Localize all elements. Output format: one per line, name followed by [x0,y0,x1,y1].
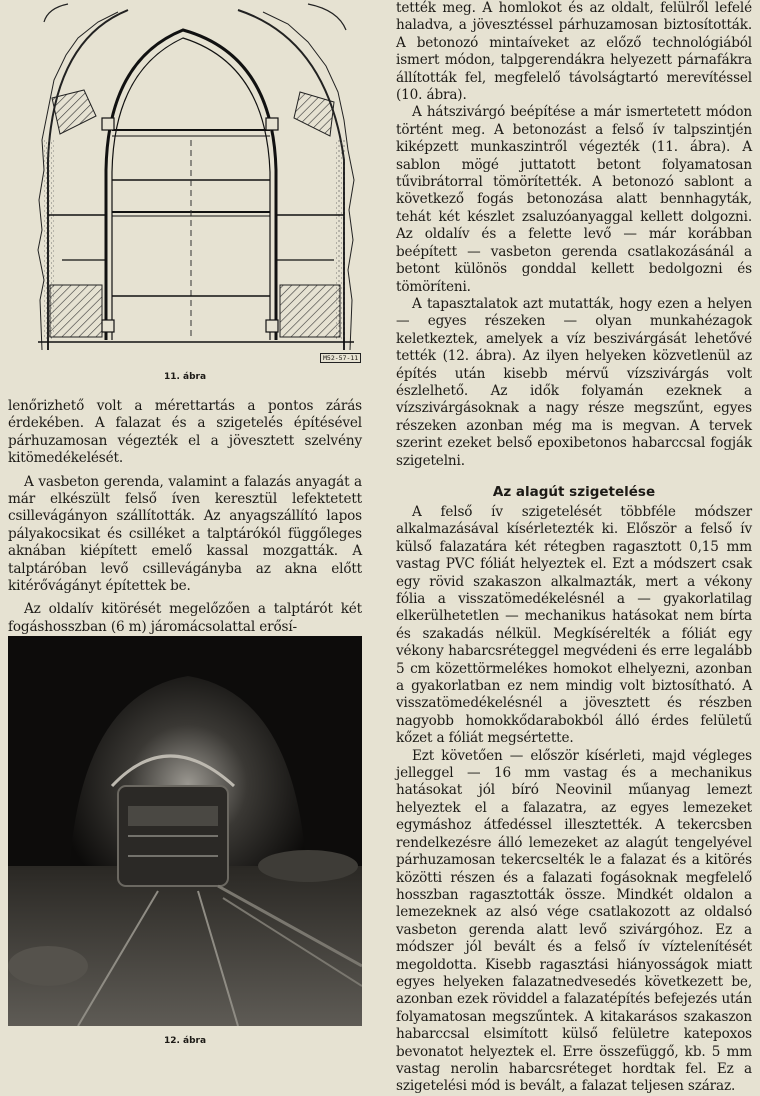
figure-11-drawing [8,0,362,366]
figure-12-caption: 12. ábra [163,1036,207,1046]
figure-11-caption: 11. ábra [163,372,207,382]
figure-11-stamp: M52-57-11 [320,353,361,363]
paragraph: Az oldalív kitörését megelőzően a talptárót két fogáshosszban (6 m) járomácsolattal erősí- [8,601,362,635]
paragraph: lenőrizhető volt a mérettartás a pontos zárás érdekében. A falazat és a szigetelés építésével párhuzamosan végezték el a jövesztett szelvény kitömedékelését. [8,398,362,467]
left-text-block [8,398,362,636]
paragraph: Ezt követően — először kísérleti, majd végleges jelleggel — 16 mm vastag és a mechanikus hatásokat jól bíró Neovinil műanyag lemezt helyeztek el a falazatra, az egyes lemezeket egymáshoz átfedéssel illesztették. A tekercsben rendelkezésre álló lemezeket az alagút tengelyével párhuzamosan tekercselték le a falazat és a kitörés közötti részen és a falazati fogásoknak megfelelő hosszban ragasztották össze. Mindkét oldalon a lemezeknek az alsó vége csatlakozott az oldalsó vasbeton gerenda alatt levő szivárgóhoz. Ez a módszer jól bevált és a felső ív víztelenítését megoldotta. Kisebb ragasztási hiányosságok miatt egyes helyeken falazatnedvesedés következett be, azonban ezek röviddel a falazatépítés befejezés után folyamatosan megszűntek. A kitakarásos szakaszon habarccsal elsimított külső felületre katepoxos bevonatot helyeztek el. Erre összefüggő, kb. 5 mm vastag nerolin habarcsréteget hordtak fel. Ez a szigetelési mód is bevált, a falazat teljesen száraz. [396,747,752,1095]
figure-12-photo [8,636,362,1026]
paragraph: tették meg. A homlokot és az oldalt, felülről lefelé haladva, a jövesztéssel párhuzamosan biztosították. A betonozó mintaíveket az előző technológiából ismert módon, talpgerendákra helyezett párnafákra állították fel, megfelelő távolságtartó merevítéssel (10. ábra). [396,0,752,104]
paragraph: A hátszivárgó beépítése a már ismertetett módon történt meg. A betonozást a felső ív talpszintjén kiképzett munkaszintről végezték (11. ábra). A sablon mögé juttatott betont folyamatosan tűvibrátorral tömörítették. A betonozó sablont a következő fogás betonozása alatt bennhagyták, tehát két készlet zsaluzóanyaggal kellett dolgozni. Az oldalív és a felette levő — már korábban beépített — vasbeton gerenda csatlakozásánál a betont különös gonddal kellett bedolgozni és tömöríteni. [396,104,752,295]
paragraph: A felső ív szigetelését többféle módszer alkalmazásával kísérletezték ki. Először a felső ív külső falazatára két rétegben ragasztott 0,15 mm vastag PVC fóliát helyeztek el. Ezt a módszert csak egy rövid szakaszon alkalmazták, mert a vékony fólia a visszatömedékelésnél a — gyakorlatilag elkerülhetetlen — mechanikus hatásokat nem bírta és szakadás nélkül. Megkísérelték a fóliát egy vékony habarcsréteggel megvédeni és erre legalább 5 cm közettörmelékes homokot elhelyezni, azonban a gyakorlatban ez nem mindig volt biztosítható. A visszatömedékelésnél a jövesztett és részben nagyobb homokkődarabokból álló érdes felületű kőzet a fóliát megsértette. [396,503,752,747]
section-heading: Az alagút szigetelése [492,483,656,500]
paragraph: A vasbeton gerenda, valamint a falazás anyagát a már elkészült felső íven keresztül lefektetett csillevágányon szállították. Az anyagszállító lapos pályakocsikat és csilléket a talptárókól függőleges aknában kiépített emelő kassal mozgatták. A talptáróban levő csillevágányba az akna előtt kitérővágányt építettek be. [8,473,362,595]
paragraph: A tapasztalatok azt mutatták, hogy ezen a helyen — egyes részeken — olyan munkahézagok keletkeztek, amelyek a víz beszivárgását lehetővé tették (12. ábra). Az ilyen helyeken közvetlenül az építés után kisebb mérvű vízszivárgás volt észlelhető. Az idők folyamán ezeknek a vízszivárgásoknak a nagy része megszűnt, egyes részeken azonban még ma is megvan. A tervek szerint ezeket belső epoxibetonos habarccsal fogják szigetelni. [396,295,752,469]
right-column [396,0,752,1096]
